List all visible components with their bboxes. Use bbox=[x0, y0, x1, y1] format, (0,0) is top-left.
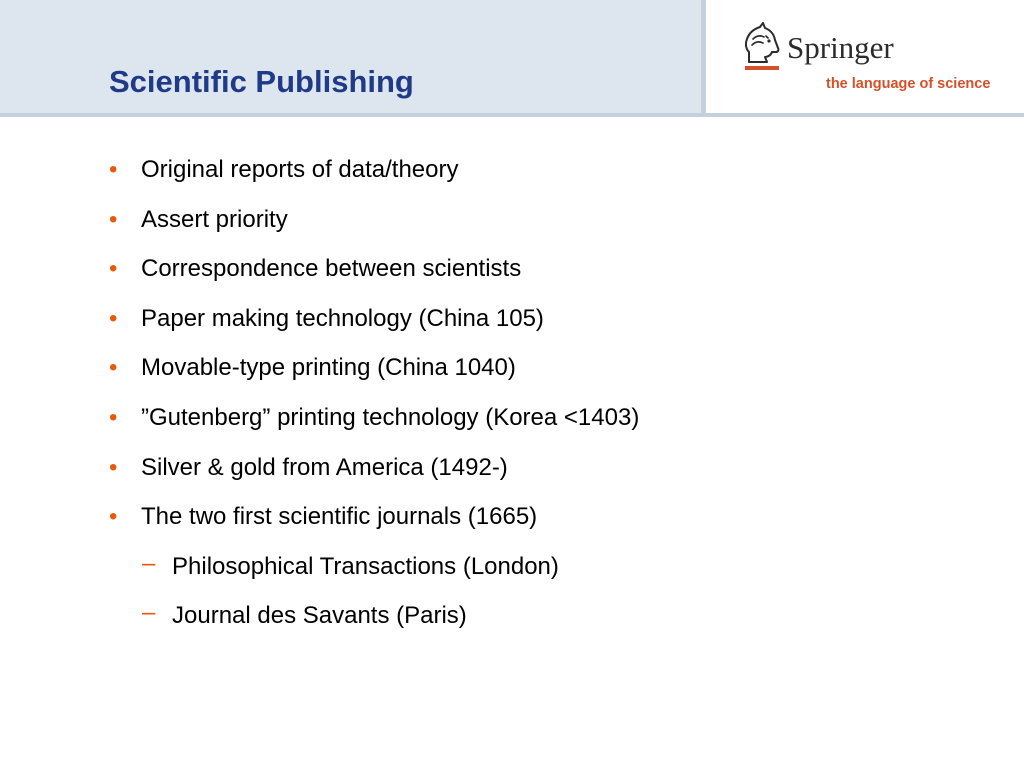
dash-marker: – bbox=[142, 599, 156, 627]
sub-list-item bbox=[109, 548, 989, 598]
list-item-text: Correspondence between scientists bbox=[141, 255, 522, 283]
header-divider bbox=[701, 0, 706, 113]
list-item bbox=[109, 349, 989, 399]
bullet-marker: • bbox=[109, 503, 118, 531]
bullet-marker: • bbox=[109, 453, 118, 481]
bullet-marker: • bbox=[109, 304, 118, 332]
bullet-marker: • bbox=[109, 255, 118, 283]
list-item-text: Paper making technology (China 105) bbox=[141, 304, 544, 332]
sub-list-item-text: Journal des Savants (Paris) bbox=[172, 602, 467, 630]
sub-list-item-text: Philosophical Transactions (London) bbox=[172, 552, 559, 580]
list-item bbox=[109, 250, 989, 300]
header-rule bbox=[0, 113, 1024, 117]
list-item bbox=[109, 201, 989, 251]
bullet-marker: • bbox=[109, 205, 118, 233]
list-item-text: Original reports of data/theory bbox=[141, 156, 459, 183]
list-item-text: The two first scientific journals (1665) bbox=[141, 503, 538, 531]
slide-header bbox=[0, 0, 1024, 113]
list-item-text: Assert priority bbox=[141, 205, 288, 233]
horse-head-icon bbox=[741, 22, 781, 74]
list-item-text: Movable-type printing (China 1040) bbox=[141, 354, 516, 382]
bullet-marker: • bbox=[109, 156, 118, 183]
slide-title: Scientific Publishing bbox=[109, 64, 414, 99]
list-item bbox=[109, 399, 989, 449]
logo-tagline: the language of science bbox=[826, 76, 991, 92]
list-item-text: ”Gutenberg” printing technology (Korea <1403) bbox=[141, 403, 640, 431]
list-item bbox=[109, 151, 989, 201]
bullet-marker: • bbox=[109, 403, 118, 431]
dash-marker: – bbox=[142, 549, 156, 577]
bullet-list bbox=[109, 151, 989, 647]
bullet-marker: • bbox=[109, 354, 118, 382]
sub-list-item bbox=[109, 597, 989, 647]
list-item bbox=[109, 498, 989, 548]
springer-logo bbox=[741, 22, 1001, 97]
list-item bbox=[109, 449, 989, 499]
list-item-text: Silver & gold from America (1492-) bbox=[141, 453, 508, 481]
logo-wordmark: Springer bbox=[787, 30, 894, 65]
list-item bbox=[109, 300, 989, 350]
